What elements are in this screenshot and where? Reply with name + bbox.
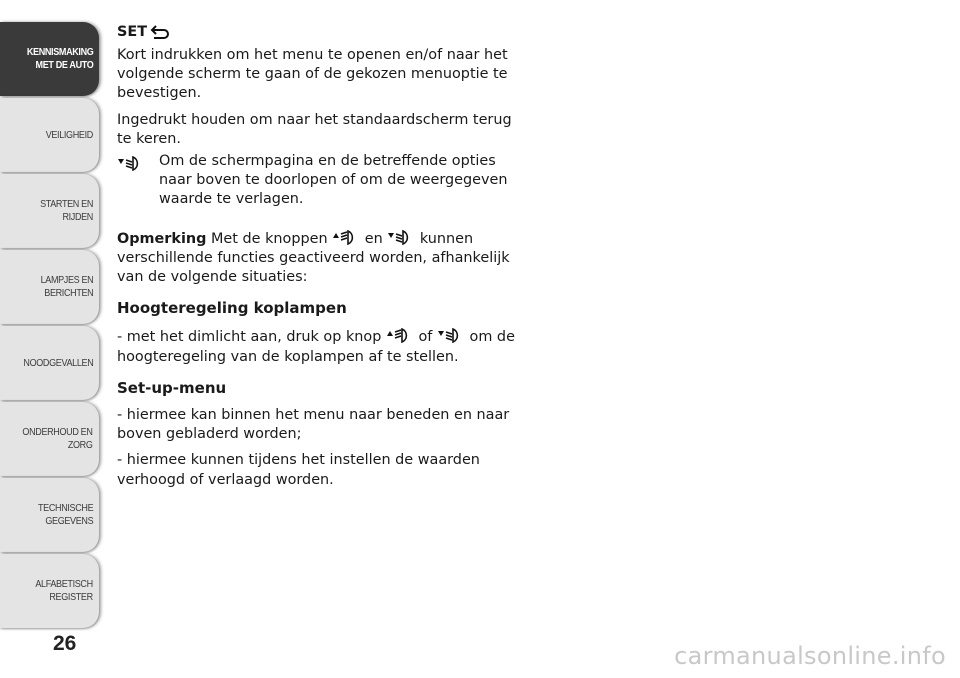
note-text-b: kunnen verschillende functies geactiveerd worden, afhankelijk van de volgende situaties: — [117, 230, 510, 286]
headlight-paragraph — [117, 326, 517, 366]
set-label: SET — [117, 23, 148, 40]
note-text-en: en — [364, 230, 383, 247]
tab-label: ONDERHOUD EN ZORG — [22, 426, 93, 451]
set-paragraph-2: Ingedrukt houden om naar het standaardscherm terug te keren. — [117, 111, 512, 147]
headlight-text-a: - met het dimlicht aan, druk op knop — [117, 329, 382, 346]
set-heading — [117, 20, 517, 42]
tab-label: ALFABETISCH REGISTER — [35, 578, 93, 603]
tab-noodgevallen[interactable] — [0, 326, 99, 400]
setup-paragraph-2: - hiermee kunnen tijdens het instellen de waarden verhoogd of verlaagd worden. — [117, 452, 480, 488]
down-button-text: Om de schermpagina en de betreffende opties naar boven te doorlopen of om de weergegeven waarde te verlagen. — [159, 153, 508, 208]
down-headlight-icon — [437, 326, 465, 344]
tab-label: STARTEN EN RIJDEN — [40, 198, 93, 223]
return-arrow-icon — [149, 24, 171, 40]
down-headlight-icon — [117, 154, 147, 172]
tab-label: LAMPJES EN BERICHTEN — [40, 274, 93, 299]
heading-setup-menu: Set-up-menu — [117, 378, 227, 397]
tab-label: KENNISMAKING MET DE AUTO — [26, 46, 93, 71]
page-content — [117, 20, 517, 497]
up-headlight-icon — [386, 326, 414, 344]
note-paragraph — [117, 228, 517, 288]
tab-kennismaking[interactable] — [0, 22, 99, 96]
tab-label: NOODGEVALLEN — [23, 356, 93, 369]
tab-onderhoud-en-zorg[interactable] — [0, 402, 99, 476]
tab-starten-en-rijden[interactable] — [0, 174, 99, 248]
tab-label: TECHNISCHE GEGEVENS — [37, 502, 93, 527]
tab-alfabetisch-register[interactable] — [0, 554, 99, 628]
tab-technische-gegevens[interactable] — [0, 478, 99, 552]
page-number: 26 — [53, 632, 77, 655]
up-headlight-icon — [332, 228, 360, 246]
headlight-text-b: om de hoogteregeling van de koplampen af te stellen. — [117, 329, 515, 365]
setup-paragraph-1: - hiermee kan binnen het menu naar beneden en naar boven gebladerd worden; — [117, 407, 510, 443]
headlight-text-of: of — [418, 329, 433, 346]
down-button-description — [117, 152, 517, 210]
heading-headlight-levelling: Hoogteregeling koplampen — [117, 299, 347, 318]
note-text-a: Met de knoppen — [211, 230, 328, 247]
note-label: Opmerking — [117, 230, 207, 247]
tab-label: VEILIGHEID — [45, 128, 93, 141]
down-headlight-icon — [387, 228, 415, 246]
watermark: carmanualsonline.info — [674, 642, 946, 670]
set-paragraph-1: Kort indrukken om het menu te openen en/of naar het volgende scherm te gaan of de gekozen menuoptie te bevestigen. — [117, 47, 508, 102]
tab-veiligheid[interactable] — [0, 98, 99, 172]
tab-lampjes-en-berichten[interactable] — [0, 250, 99, 324]
